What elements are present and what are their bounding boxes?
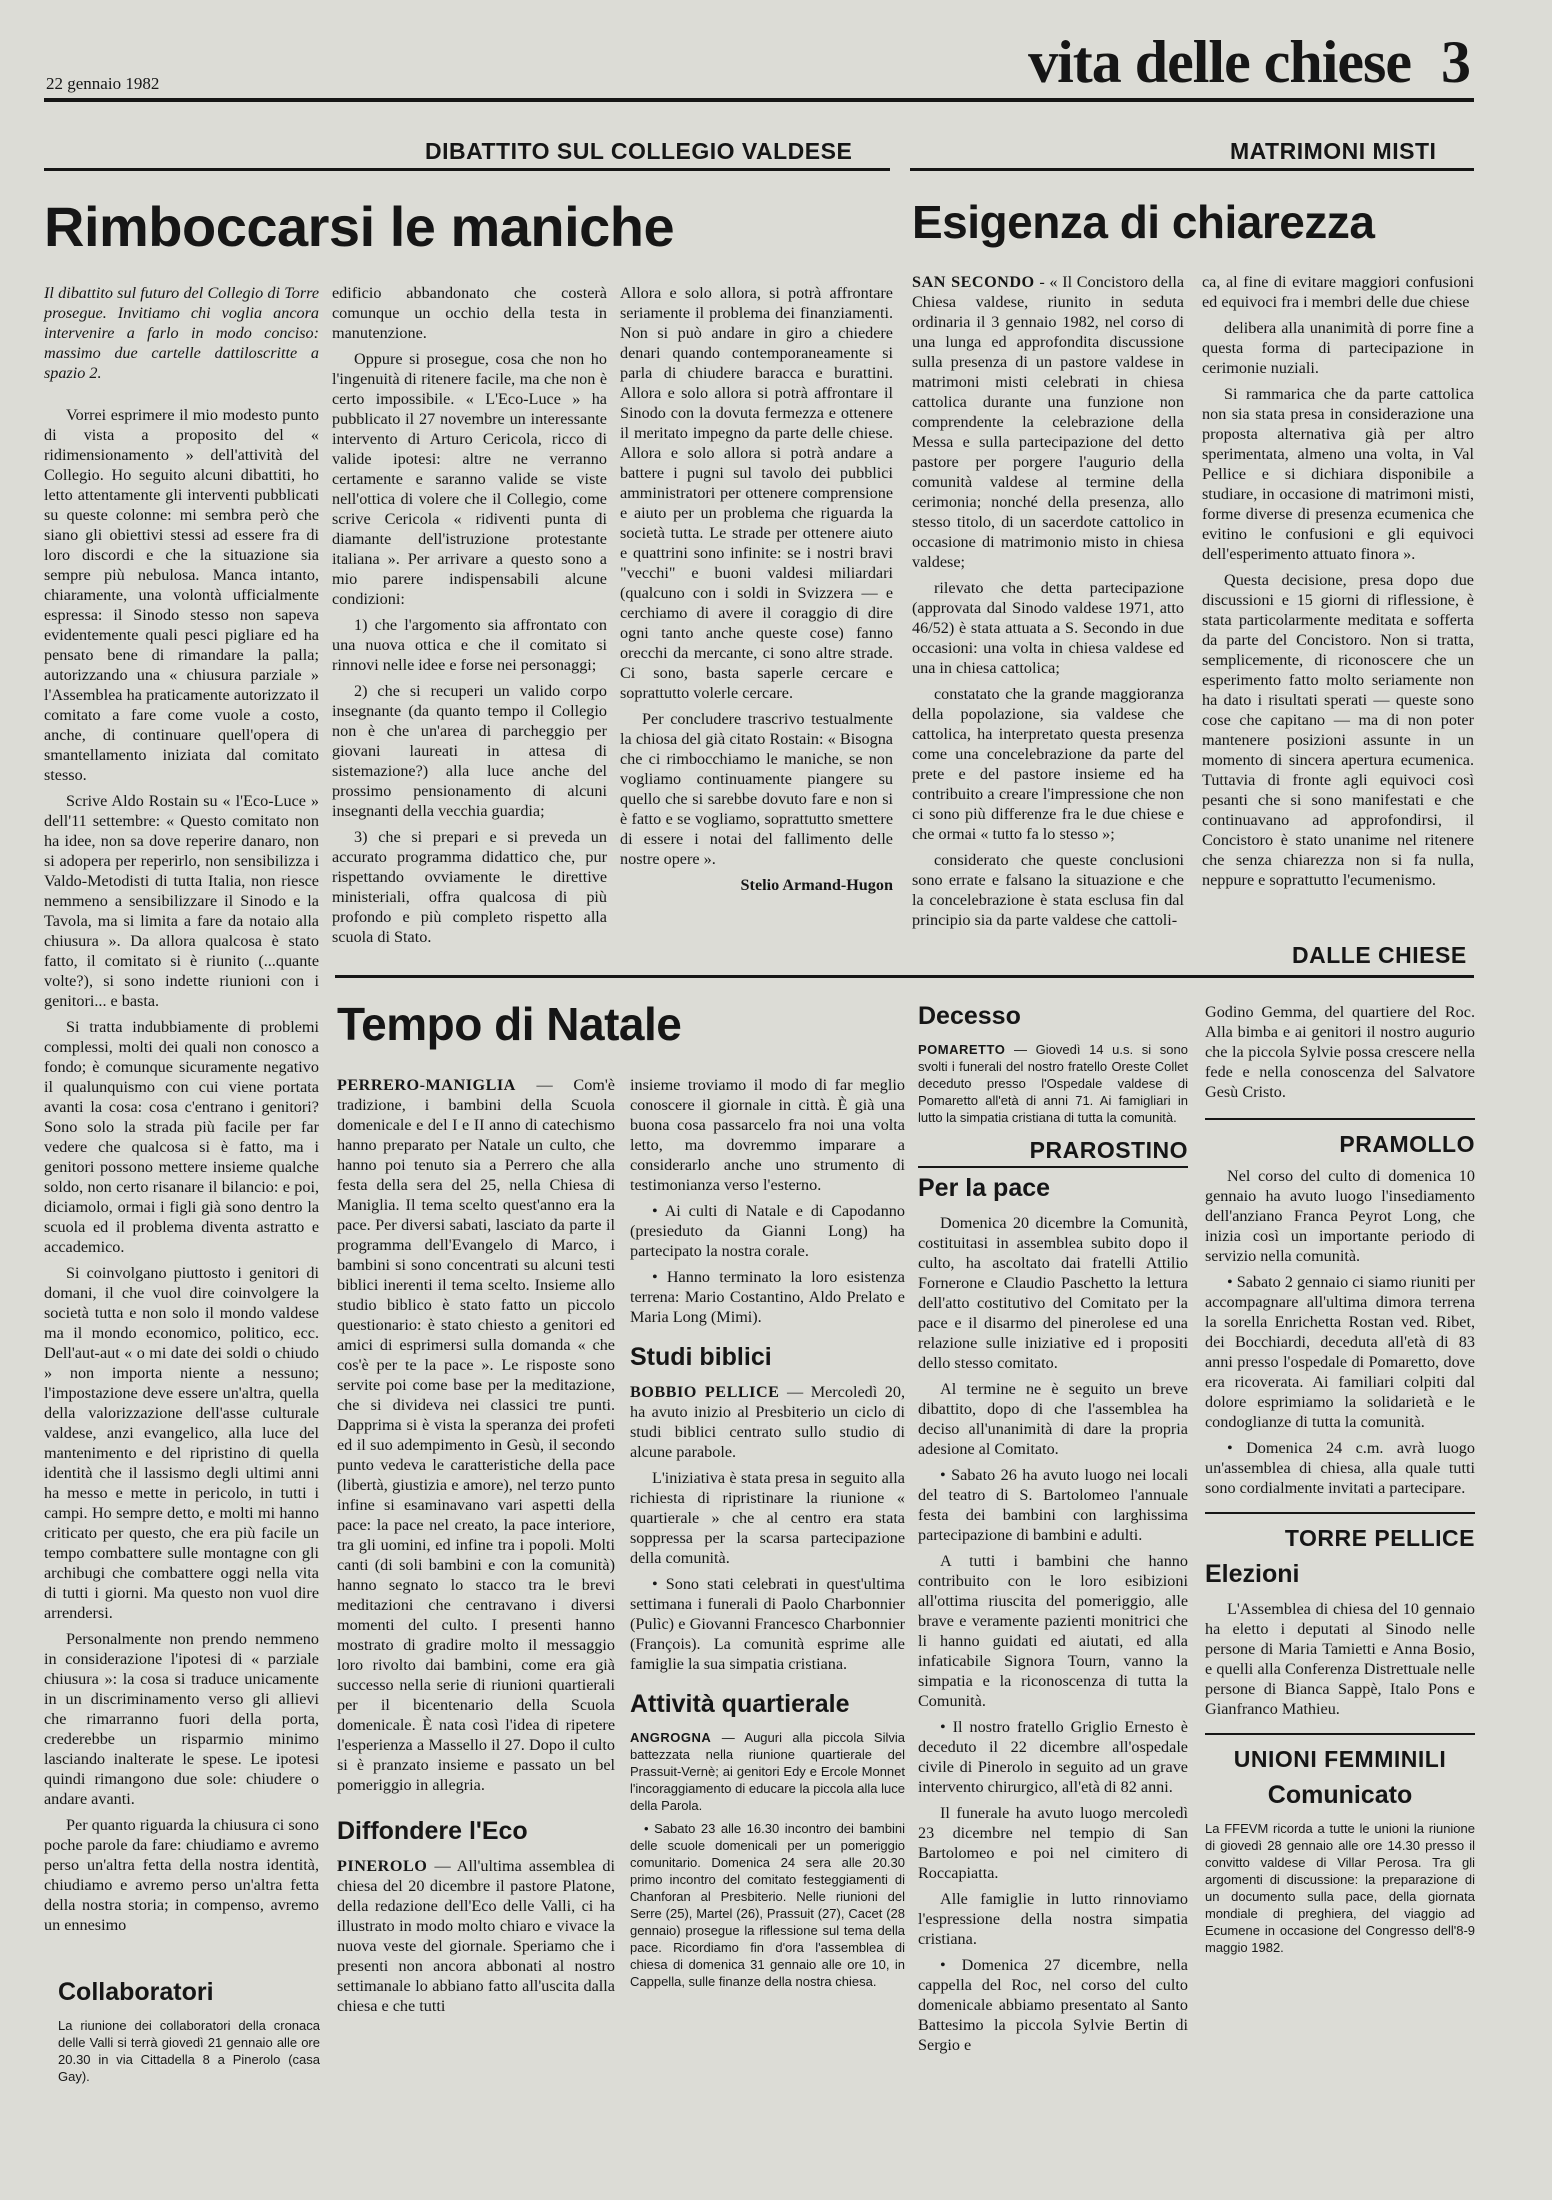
article-collaboratori [58,1978,320,2091]
issue-date: 22 gennaio 1982 [46,74,160,93]
paragraph: Si rammarica che da parte cattolica non sia stata presa in considerazione una proposta alternativa già per altro sperimentata, almeno una volta, in Val Pellice e si dichiara disponibile a studiare, in occasione di matrimoni misti, forme diverse di presenza ecumenica che evitino le confusioni e gli equivoci dell'esperimento attuato finora ». [1202,385,1474,563]
article-rimboccarsi-col1 [44,283,319,1941]
paragraph: Personalmente non prendo nemmeno in considerazione l'ipotesi di « parziale chiusura »: la cosa si traduce unicamente in un discriminamento verso gli allievi che rimarranno fuori della porta, crederebbe un risparmio minimo lasciando inalterate le spese. Le ipotesi quindi rimangono due sole: chiudere o andare avanti. [44,1630,319,1808]
unioni-rule [1205,1733,1475,1735]
paragraph: - « Il Concistoro della Chiesa valdese, riunito in seduta ordinaria il 3 gennaio 1982, nel corso di una lunga ed approfondita discussione sulla presenza di un pastore valdese in matrimoni misti celebrati in chiesa cattolica durante una funzione non comprendente la celebrazione della Messa e sulla partecipazione del detto pastore per porgere l'augurio della comunità valdese al termine della cerimonia; nonché della presenza, allo stesso titolo, di un sacerdote cattolico in occasione di matrimonio misto in chiesa valdese; [912,273,1185,571]
masthead [1028,28,1470,97]
article-intro: Il dibattito sul futuro del Collegio di Torre prosegue. Invitiamo chi voglia ancora intervenire a farlo in modo conciso: massimo due cartelle dattiloscritte a spazio 2. [44,284,319,382]
paragraph: Questa decisione, presa dopo due discussioni e 15 giorni di riflessione, è stata particolarmente meditata e sofferta da parte del Concistoro. Non si tratta, semplicemente, di riconoscere che un esperimento fatto molto seriamente non ha dato i risultati sperati — queste sono cose che capitano — ma di non poter mantenere posizioni assunte in un momento di sincera apertura ecumenica. Tuttavia di fronte agli equivoci così pesanti che si sono manifestati e che continuavano ad approfondirsi, il Concistoro è stato unanime nel ritenere che senza chiarezza non si fa nulla, neppure e soprattutto l'ecumenismo. [1202,571,1474,889]
headline-attivita: Attività quartierale [630,1689,850,1718]
paragraph: — Auguri alla piccola Silvia battezzata nella riunione quartierale del Prassuit-Vernè; ai genitori Edy e Ercole Monnet l'incoraggiamento di educare la piccola alla luce della Parola. [630,1729,905,1813]
section-rule-dalle-chiese [335,975,1474,978]
paragraph: • Il nostro fratello Griglio Ernesto è deceduto il 22 dicembre all'ospedale civile di Pinerolo in seguito ad un grave intervento chirurgico, all'età di 82 anni. [918,1717,1188,1796]
paragraph: La riunione dei collaboratori della cronaca delle Valli si terrà giovedì 21 gennaio alle ore 20.30 in via Cittadella 8 a Pinerolo (casa Gay). [58,2017,320,2084]
dateline: PINEROLO [337,1856,428,1875]
section-rule-left [44,168,890,171]
dateline: PERRERO-MANIGLIA [337,1076,516,1094]
paragraph: • Hanno terminato la loro esistenza terrena: Mario Costantino, Aldo Prelato e Maria Long (Mimi). [630,1268,905,1326]
section-rule-right [910,168,1474,171]
article-prarostino-col [918,1002,1188,2061]
section-label-dalle-chiese: DALLE CHIESE [1292,942,1467,968]
paragraph: A tutti i bambini che hanno contribuito con le loro esibizioni all'ottima riuscita del pomeriggio, alle brave e veramente pazienti monitrici che li hanno guidati ed aiutati, ed alla infaticabile Signora Tourn, vanno la simpatia e la riconoscenza di tutta la Comunità. [918,1551,1188,1710]
page-number: 3 [1441,29,1470,95]
paragraph: • Domenica 27 dicembre, nella cappella del Roc, nel corso del culto domenicale abbiamo presentato al Santo Battesimo la piccola Sylvie Bertin di Sergio e [918,1955,1188,2054]
section-label-dibattito: DIBATTITO SUL COLLEGIO VALDESE [425,138,853,164]
paragraph: — Giovedì 14 u.s. si sono svolti i funerali del nostro fratello Oreste Collet deceduto presso l'Ospedale valdese di Pomaretto all'età di anni 71. Ai famigliari in lutto la simpatia cristiana di tutta la comunità. [918,1041,1188,1125]
headline-per-la-pace: Per la pace [918,1173,1051,1202]
paragraph: • Sabato 23 alle 16.30 incontro dei bambini delle scuole domenicali per un pomeriggio comunitario. Domenica 24 sera alle 20.30 primo incontro del comitato festeggiamenti di Chanforan al Presbiterio. Nelle riunioni del Serre (25), Martel (26), Prassuit (27), Cacet (28 gennaio) prosegue la riflessione sul tema della pace. Ricordiamo fin d'ora l'assemblea di chiesa di domenica 31 gennaio alle ore 10, in Cappella, sulle finanze della nostra chiesa. [630,1820,905,1989]
headline-esigenza: Esigenza di chiarezza [912,196,1375,248]
paragraph: Per quanto riguarda la chiusura ci sono poche parole da fare: chiudiamo e avremo perso un'altra fetta della nostra identità, chiudiamo e avremo perso un'altra fetta della nostra storia; in compenso, avremo un ennesimo [44,1816,319,1934]
article-esigenza-col2 [1202,272,1474,896]
section-label-prarostino: PRAROSTINO [1029,1136,1188,1163]
prarostino-rule [918,1166,1188,1168]
paragraph: L'Assemblea di chiesa del 10 gennaio ha eletto i deputati al Sinodo nelle persone di Maria Tamietti e Anna Bosio, e quelli alla Conferenza Distrettuale nelle persone di Bianca Sappè, Italo Pons e Gianfranco Mathieu. [1205,1599,1475,1718]
headline-eco: Diffondere l'Eco [337,1817,528,1845]
paragraph: rilevato che detta partecipazione (approvata dal Sinodo valdese 1971, atto 46/52) è stata attuata a S. Secondo in due occasioni: una volta in chiesa valdese ed una in chiesa cattolica; [912,579,1184,677]
section-label-unioni-femminili: UNIONI FEMMINILI [1233,1745,1447,1772]
article-right-col [1205,1002,1475,1962]
paragraph: — Mercoledì 20, ha avuto inizio al Presbiterio un ciclo di studi biblici centrato sullo studio di alcune parabole. [630,1382,905,1461]
headline-decesso: Decesso [918,1002,1021,1030]
paragraph: • Sabato 2 gennaio ci siamo riuniti per accompagnare all'ultima dimora terrena la sorella Enrichetta Rostan ved. Ribet, dei Bocchiardi, deceduta all'età di 83 anni presso l'ospedale di Pomaretto, dove era ricoverata. Ai familiari colpiti dal dolore esprimiamo la solidarietà e le condoglianze di tutta la comunità. [1205,1273,1475,1431]
signature: Stelio Armand-Hugon [740,876,893,894]
paragraph: 3) che si prepari e si preveda un accurato programma didattico che, pur rispettando ovviamente le direttive ministeriali, offra qualcosa di più profondo e più completo rispetto alla scuola di Stato. [332,828,607,946]
article-natale-col1 [337,1075,615,2022]
headline-comunicato: Comunicato [1267,1780,1413,1809]
headline-collaboratori: Collaboratori [58,1978,214,2006]
paragraph: La FFEVM ricorda a tutte le unioni la riunione di giovedì 28 gennaio alle ore 14.30 presso il convitto valdese di Villar Perosa. Tra gli argomenti di discussione: la preparazione di un documento sulla pace, della giornata mondiale di preghiera, del viaggio ad Ecumene in occasione del Congresso dell'8-9 maggio 1982. [1205,1820,1475,1955]
paragraph: Domenica 20 dicembre la Comunità, costituitasi in assemblea subito dopo il culto, ha ascoltato dai fratelli Attilio Fornerone e Claudio Paschetto la lettura dell'atto costitutivo del Comitato per la pace e il disarmo del pinerolese ed una relazione sulle iniziative ed i propositi dello stesso comitato. [918,1213,1188,1372]
paragraph: insieme troviamo il modo di far meglio conoscere il giornale in città. È già una buona cosa passarcelo fra noi una volta letto, ma dovremmo imparare a considerarlo anche uno strumento di testimonianza verso l'esterno. [630,1076,905,1194]
paragraph: Godino Gemma, del quartiere del Roc. Alla bimba e ai genitori il nostro augurio che la piccola Sylvie possa crescere nella fede e nella conoscenza del Salvatore Gesù Cristo. [1205,1003,1475,1101]
paragraph: Allora e solo allora, si potrà affrontare seriamente il problema dei finanziamenti. Non si può andare in giro a chiedere denari quando contemporaneamente si parla di chiudere baracca e burattini. Allora e solo allora si potrà affrontare il Sinodo con la dovuta fermezza e ottenere il meritato impegno da parte delle chiese. Allora e solo allora si potrà andare a battere i pugni sul tavolo dei pubblici amministratori per ottenere comprensione e aiuto per un problema che riguarda la società tutta. Le strade per ottenere aiuto e quattrini sono infinite: se i nostri bravi "vecchi" e buoni valdesi miliardari (qualcuno con i soldi in Svizzera — e cerchiamo di avere il coraggio di dire ogni tanto anche queste cose) fanno orecchi da mercante, ci sono altre strade. Ci sono, basta saperle cercare e soprattutto volerle cercare. [620,284,893,702]
paragraph: Si tratta indubbiamente di problemi complessi, molti dei quali non conosco a fondo; è comunque sicuramente negativo il qualunquismo con cui viene portata avanti la cosa: cosa c'entrano i genitori? Sono solo la strada più facile per far vedere che qualcosa si è fatto, ma i genitori possono mettere insieme qualche soldo, non certo risanare il bilancio: e poi, diciamolo, ormai i figli già sono dentro la scuola ed il problema diventa astratto e accademico. [44,1018,319,1256]
section-label-pramollo: PRAMOLLO [1339,1131,1475,1157]
article-rimboccarsi-col2 [332,283,607,953]
paragraph: Scrive Aldo Rostain su « l'Eco-Luce » dell'11 settembre: « Questo comitato non ha idee, non sa dove reperire danaro, non si adopera per reperirlo, non sensibilizza i Valdo-Metodisti di tutta Italia, non riesce nemmeno a sensibilizzare il Sinodo e la Tavola, ma si limita a fare da notaio alla chiusura ». Da allora qualcosa è stato fatto, il comitato si è riunito (...quante volte?), si sono indette riunioni con i genitori... e basta. [44,792,319,1010]
pramollo-rule [1205,1118,1475,1120]
article-esigenza-col1 [912,272,1184,936]
headline-natale: Tempo di Natale [337,998,682,1050]
paragraph: delibera alla unanimità di porre fine a questa forma di partecipazione in cerimonie nuziali. [1202,319,1474,377]
paragraph: Nel corso del culto di domenica 10 gennaio ha avuto luogo l'insediamento dell'anziano Franca Peyrot Long, che inizia così un importante periodo di servizio nella comunità. [1205,1167,1475,1265]
paragraph: Il funerale ha avuto luogo mercoledì 23 dicembre nel tempio di San Bartolomeo e poi nel cimitero di Roccapiatta. [918,1803,1188,1882]
paragraph: considerato che queste conclusioni sono errate e falsano la situazione e che la concelebrazione è stata esclusa fin dal principio sia da parte valdese che cattoli- [912,851,1184,929]
paragraph: • Sono stati celebrati in quest'ultima settimana i funerali di Paolo Charbonnier (Pulìc) e Giovanni Francesco Charbonnier (François). La comunità esprime alle famiglie la sua simpatia cristiana. [630,1574,905,1673]
headline-studi: Studi biblici [630,1343,772,1371]
paragraph: constatato che la grande maggioranza della popolazione, sia valdese che cattolica, ha interpretato questa presenza come una concelebrazione da parte del prete e del pastore insieme ed ha contribuito a creare l'impressione che non ci sono più differenze fra le due chiese e che ormai « tutto fa lo stesso »; [912,685,1184,843]
headline-rimboccarsi: Rimboccarsi le maniche [44,195,675,258]
paragraph: • Domenica 24 c.m. avrà luogo un'assemblea di chiesa, alla quale tutti sono cordialmente invitati a partecipare. [1205,1439,1475,1497]
paragraph: edificio abbandonato che costerà comunque un occhio della testa in manutenzione. [332,284,607,342]
paragraph: Alle famiglie in lutto rinnoviamo l'espressione della nostra simpatia cristiana. [918,1889,1188,1948]
paragraph: Al termine ne è seguito un breve dibattito, dopo di che l'assemblea ha deciso all'unanimità di dare la propria adesione al Comitato. [918,1379,1188,1458]
section-label-torre-pellice: TORRE PELLICE [1284,1525,1475,1551]
dateline: SAN SECONDO [912,273,1035,291]
headline-elezioni: Elezioni [1205,1560,1300,1588]
section-label-matrimoni: MATRIMONI MISTI [1230,138,1437,164]
article-rimboccarsi-col3 [620,283,893,895]
paragraph: 2) che si recuperi un valido corpo insegnante (da quanto tempo il Collegio non è che un'area di parcheggio per giovani laureati in attesa di sistemazione?) alla luce anche del prossimo pensionamento di alcuni insegnanti della vecchia guardia; [332,682,607,820]
paragraph: • Sabato 26 ha avuto luogo nei locali del teatro di S. Bartolomeo l'annuale festa dei bambini con larghissima partecipazione di bambini e adulti. [918,1465,1188,1544]
paragraph: Si coinvolgano piuttosto i genitori di domani, il che vuol dire coinvolgere la società tutta e non solo il mondo valdese ma il mondo economico, politico, ecc. Dell'aut-aut « o mi date dei soldi o chiudo » non importa niente a nessuno; l'impostazione deve essere un'altra, quella della valorizzazione dell'asse culturale valdese, anzi evangelico, alla luce del mantenimento e del ripristino di quella identità che il lassismo degli ultimi anni ha messo e mette in pericolo, in tutti i campi. Ho sempre detto, e molti mi hanno criticato per questo, che era più facile un tempo combattere sulle montagne con gli archibugi che combattere oggi nella vita di tutti i giorni. Ma questo non vuol dire arrendersi. [44,1264,319,1622]
masthead-title: vita delle chiese [1028,29,1411,95]
paragraph: Oppure si prosegue, cosa che non ho l'ingenuità di ritenere facile, ma che non è certo impossibile. « L'Eco-Luce » ha pubblicato il 27 novembre un interessante intervento di Arturo Cericola, ricco di valide ipotesi: altre ne verranno certamente e saranno valide se viste nell'ottica di volere che il Collegio, come scrive Cericola « ridiventi punta di diamante dell'istruzione protestante italiana ». Per arrivare a questo sono a mio parere indispensabili alcune condizioni: [332,350,607,608]
paragraph: — Com'è tradizione, i bambini della Scuola domenicale e del I e II anno di catechismo hanno preparato per Natale un culto, che hanno poi tenuto sia a Perrero che alla festa della sera del 25, nella Chiesa di Maniglia. Il tema scelto quest'anno era la pace. Per diversi sabati, lasciato da parte il programma dell'Evangelo di Marco, i bambini si sono concentrati su alcuni testi biblici inerenti il tema scelto. Insieme allo studio biblico è stato fatto un piccolo questionario: è stato chiesto a genitori ed amici di esprimersi sulla domanda « che cos'è per te la pace ». Le risposte sono servite poi come base per la meditazione, che si divideva nei classici tre punti. Dapprima si è vista la speranza dei profeti ed il suo adempimento in Gesù, il secondo punto vedeva le caratteristiche della pace (libertà, giustizia e amore), nel terzo punto infine si esaminavano vari aspetti della pace: la pace nel creato, la pace interiore, tra gli uomini, ed infine tra i popoli. Molti canti (di soli bambini e con la comunità) hanno segnato lo stacco tra le brevi meditazioni che centravano i diversi momenti del culto. I presenti hanno mostrato di gradire molto il messaggio loro rivolto dai bambini, come era già successo nella serie di riunioni quartierali per il bicentenario della Scuola domenicale. È nata così l'idea di ripetere l'esperienza a Massello il 27. Dopo il culto si è pranzato insieme e passato un bel pomeriggio in allegria. [337,1076,615,1794]
paragraph: L'iniziativa è stata presa in seguito alla richiesta di ripristinare la riunione « quartierale » che al centro era stata soppressa per la scarsa partecipazione della comunità. [630,1468,905,1567]
header-rule [44,98,1474,102]
dateline: ANGROGNA [630,1729,712,1745]
paragraph: 1) che l'argomento sia affrontato con una nuova ottica e che il comitato si rinnovi nelle idee e forse nei personaggi; [332,616,607,674]
paragraph: — All'ultima assemblea di chiesa del 20 dicembre il pastore Platone, della redazione dell'Eco delle Valli, ci ha illustrato in modo molto chiaro e vivace la nuova veste del giornale. Speriamo che i presenti non ancora abbonati al nostro settimanale lo abbiano fatto all'uscita dalla chiesa e che tutti [337,1856,616,2015]
paragraph: ca, al fine di evitare maggiori confusioni ed equivoci fra i membri delle due chiese [1202,273,1474,311]
torre-rule [1205,1512,1475,1514]
article-natale-col2 [630,1075,905,1996]
paragraph: Per concludere trascrivo testualmente la chiosa del già citato Rostain: « Bisogna che ci rimbocchiamo le maniche, se non vogliamo continuamente piangere su quello che si sarebbe dovuto fare e non si è fatto e se vogliamo, soprattutto smettere di essere i notai del fallimento delle nostre opere ». [620,710,893,868]
paragraph: • Ai culti di Natale e di Capodanno (presieduto da Gianni Long) ha partecipato la nostra corale. [630,1202,905,1260]
paragraph: Vorrei esprimere il mio modesto punto di vista a proposito del « ridimensionamento » dell'attività del Collegio. Ho seguito alcuni dibattiti, ho letto attentamente gli interventi pubblicati su queste colonne: mi sembra però che siano gli obiettivi stessi ad essere fra di loro discordi e che la situazione sia sempre più nebulosa. Manca intanto, chiaramente, una volontà ufficialmente espressa: il Sinodo stesso non sapeva evidentemente quali pesci pigliare ed ha pensato bene di rimandare la palla; autorizzando una « chiusura parziale » l'Assemblea ha praticamente autorizzato il comitato a fare come vuole a costo, anche, di continuare quell'opera di smantellamento iniziata dal comitato stesso. [44,406,319,784]
dateline: BOBBIO PELLICE [630,1382,780,1401]
dateline: POMARETTO [918,1041,1006,1057]
